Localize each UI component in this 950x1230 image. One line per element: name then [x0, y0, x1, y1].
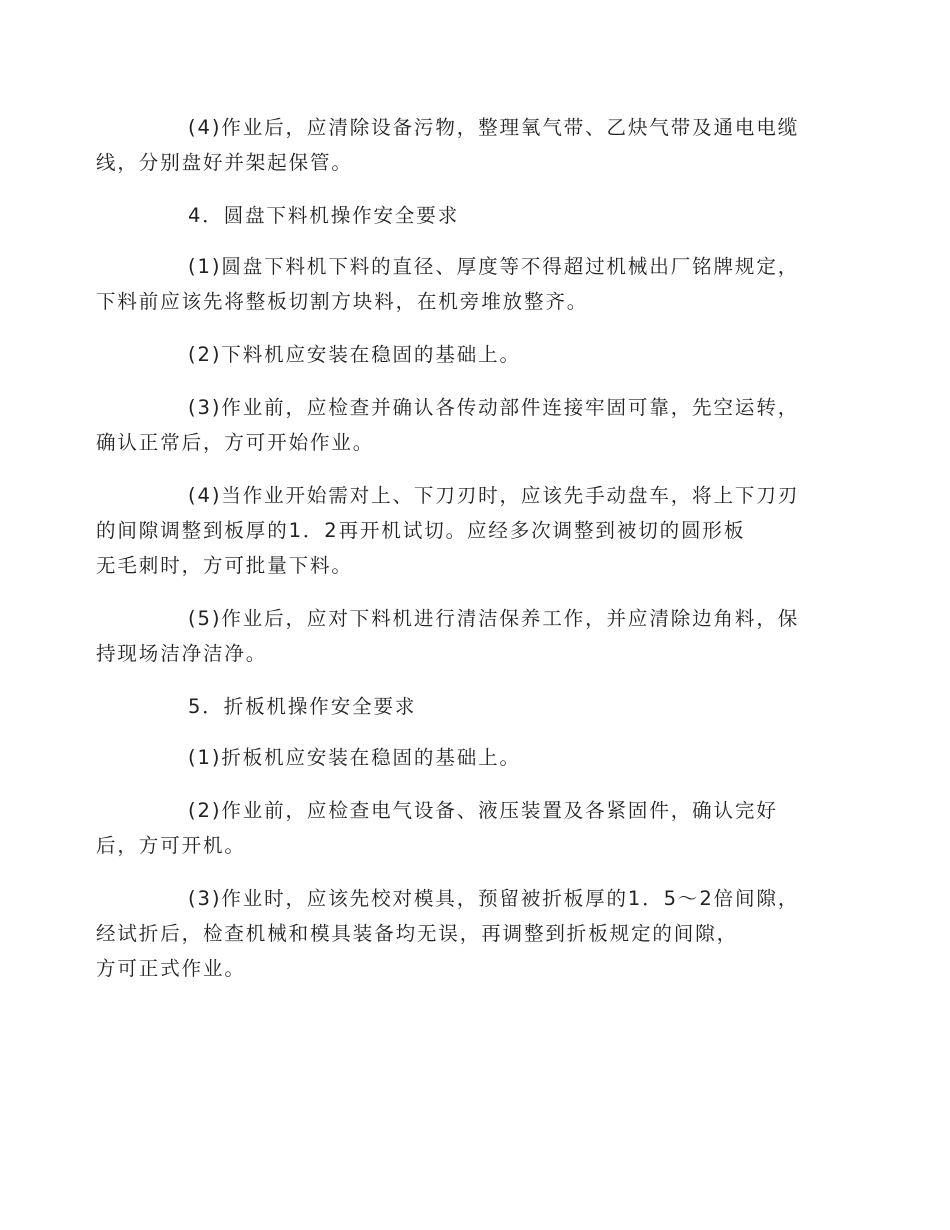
section-heading-disc-cutter [142, 198, 812, 233]
paragraph-item-2-folding-machine [96, 793, 812, 863]
paragraph-item-1-folding-machine [142, 740, 812, 775]
text-line: 的间隙调整到板厚的1．2再开机试切。应经多次调整到被切的圆形板 [96, 519, 746, 542]
text-line: 后，方可开机。 [96, 834, 246, 857]
text-line: (2)作业前，应检查电气设备、液压装置及各紧固件，确认完好 [188, 799, 778, 822]
text-line: (3)作业前，应检查并确认各传动部件连接牢固可靠，先空运转， [188, 396, 800, 419]
text-line: (1)圆盘下料机下料的直径、厚度等不得超过机械出厂铭牌规定， [188, 255, 800, 278]
section-heading-folding-machine [142, 689, 812, 724]
text-line: (4)当作业开始需对上、下刀刃时，应该先手动盘车，将上下刀刃 [188, 484, 800, 507]
paragraph-item-1-disc-cutter [96, 249, 812, 319]
text-line: (4)作业后，应清除设备污物，整理氧气带、乙炔气带及通电电缆 [188, 116, 800, 139]
heading-text: 5．折板机操作安全要求 [188, 695, 417, 718]
paragraph-item-3-disc-cutter [96, 390, 812, 460]
document-body [96, 110, 812, 1004]
text-line: 无毛刺时，方可批量下料。 [96, 554, 353, 577]
text-line: (5)作业后，应对下料机进行清洁保养工作，并应清除边角料，保 [188, 607, 800, 630]
heading-text: 4．圆盘下料机操作安全要求 [188, 204, 460, 227]
paragraph-item-2-disc-cutter [142, 337, 812, 372]
text-line: (1)折板机应安装在稳固的基础上。 [188, 746, 521, 769]
text-line: 下料前应该先将整板切割方块料，在机旁堆放整齐。 [96, 290, 589, 313]
text-line: 确认正常后，方可开始作业。 [96, 431, 375, 454]
text-line: 线，分别盘好并架起保管。 [96, 151, 353, 174]
paragraph-item-5-disc-cutter [96, 601, 812, 671]
text-line: (2)下料机应安装在稳固的基础上。 [188, 343, 521, 366]
paragraph-item-4-cleanup [96, 110, 812, 180]
text-line: 持现场洁净洁净。 [96, 642, 268, 665]
text-line: (3)作业时，应该先校对模具，预留被折板厚的1．5～2倍间隙， [188, 887, 800, 910]
text-line: 方可正式作业。 [96, 957, 246, 980]
paragraph-item-3-folding-machine [96, 881, 812, 986]
text-line: 经试折后，检查机械和模具装备均无误，再调整到折板规定的间隙， [96, 922, 739, 945]
paragraph-item-4-disc-cutter [96, 478, 812, 583]
